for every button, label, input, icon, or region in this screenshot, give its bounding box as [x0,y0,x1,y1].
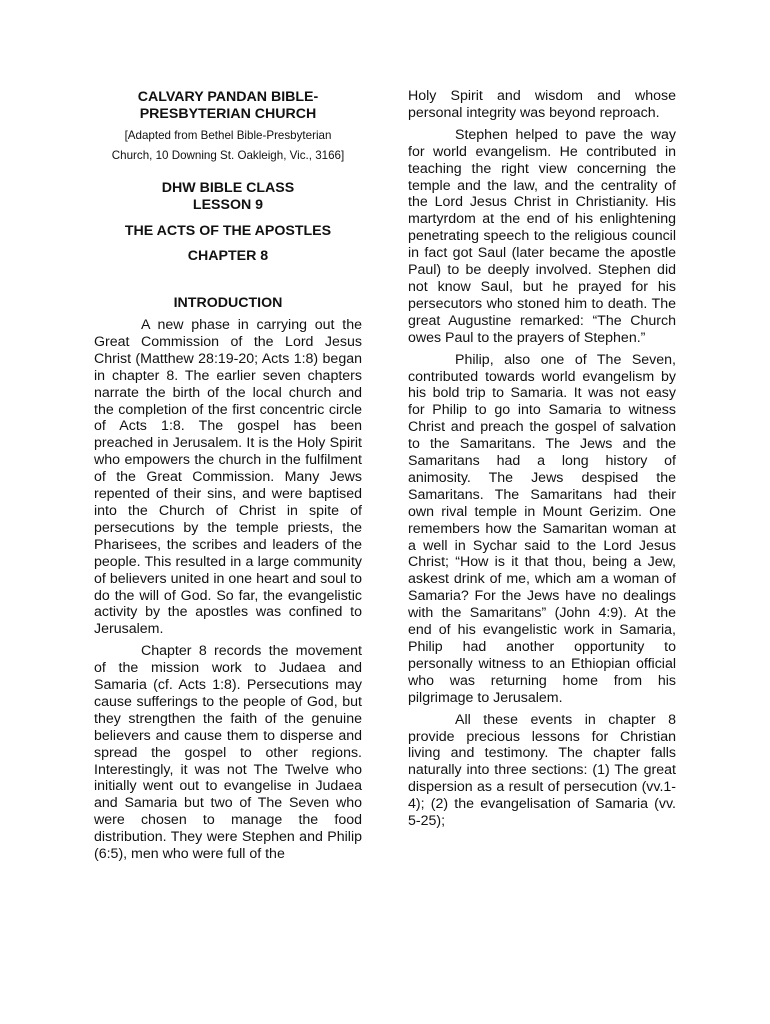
class-title: DHW BIBLE CLASS [161,180,295,196]
paragraph-2-continued: Holy Spirit and wisdom and whose personal integrity was beyond reproach. [408,88,676,121]
chapter-title: CHAPTER 8 [187,248,269,264]
paragraph-1: A new phase in carrying out the Great Commission of the Lord Jesus Christ (Matthew 28:19-20; Acts 1:8) began in chapter 8. The earlier seven chapters narrate the birth of the local church and the completion of the first concentric circle of Acts 1:8. The gospel has been preached in Jerusalem. It is the Holy Spirit who empowers the church in the fulfilment of the Great Commission. Many Jews repented of their sins, and were baptised into the Church of Christ in spite of persecutions by the temple priests, the Pharisees, the scribes and leaders of the people. This resulted in a large community of believers united in one heart and soul to do the will of God. So far, the evangelistic activity by the apostles was confined to Jerusalem. [94,317,362,638]
paragraph-3: Stephen helped to pave the way for world evangelism. He contributed in teaching the right view concerning the temple and the law, and the centrality of the Lord Jesus Christ in Christianity. His martyrdom at the end of his enlightening penetrating speech to the religious council in fact got Saul (later became the apostle Paul) to be deeply involved. Stephen did not know Saul, but he prayed for his persecutors who stoned him to death. The great Augustine remarked: “The Church owes Paul to the prayers of Stephen.” [408,126,676,346]
book-title: THE ACTS OF THE APOSTLES [124,223,332,239]
adapted-note [94,126,362,166]
adapted-note-line-2: Church, 10 Downing St. Oakleigh, Vic., 3166] [111,149,345,162]
church-name-line-1: CALVARY PANDAN BIBLE- [137,89,319,105]
paragraph-4: Philip, also one of The Seven, contributed towards world evangelism by his bold trip to Samaria. It was not easy for Philip to go into Samaria to witness Christ and preach the gospel of salvation to the Samaritans. The Jews and the Samaritans had a long history of animosity. The Jews despised the Samaritans. The Samaritans had their own rival temple in Mount Gerizim. One remembers how the Samaritan woman at a well in Sychar said to the Lord Jesus Christ; “How is it that thou, being a Jew, askest drink of me, which am a woman of Samaria? For the Jews have no dealings with the Samaritans” (John 4:9). At the end of his evangelistic work in Samaria, Philip had another opportunity to personally witness to an Ethiopian official who was returning home from his pilgrimage to Jerusalem. [408,351,676,706]
paragraph-5: All these events in chapter 8 provide precious lessons for Christian living and testimony. The chapter falls naturally into three sections: (1) The great dispersion as a result of persecution (vv.1-4); (2) the evangelisation of Samaria (vv. 5-25); [408,711,676,830]
class-heading [94,180,362,214]
adapted-note-line-1: [Adapted from Bethel Bible-Presbyterian [124,129,332,142]
lesson-number: LESSON 9 [192,197,264,213]
introduction-heading: INTRODUCTION [173,295,283,311]
church-name-line-2: PRESBYTERIAN CHURCH [139,106,317,122]
right-column [408,88,676,835]
paragraph-2: Chapter 8 records the movement of the mission work to Judaea and Samaria (cf. Acts 1:8). Persecutions may cause sufferings to the people of God, but they strengthen the faith of the genuine believers and cause them to disperse and spread the gospel to other regions. Interestingly, it was not The Twelve who initially went out to evangelise in Judaea and Samaria but two of The Seven who were chosen to manage the food distribution. They were Stephen and Philip (6:5), men who were full of the [94,643,362,863]
church-name [94,89,362,123]
left-column [94,88,362,868]
